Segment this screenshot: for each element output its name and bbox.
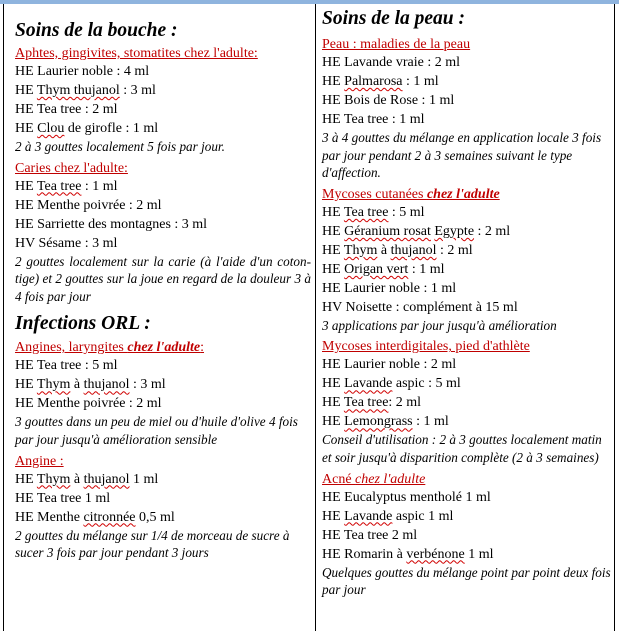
group-heading: Angine : (15, 453, 64, 469)
text-fragment: chez l'adulte (355, 471, 426, 487)
text-fragment: chez l'adulte (127, 340, 201, 356)
text-fragment: HE (15, 83, 37, 98)
text-fragment: HE Romarin à (322, 546, 407, 562)
group-angine (15, 453, 311, 562)
spellcheck-word: Clou (37, 121, 65, 136)
spellcheck-word: verbénone (406, 546, 465, 562)
section-title-soins-peau: Soins de la peau : (322, 8, 466, 29)
spellcheck-word: Lemongrass (344, 414, 413, 430)
group-mycoses-cutanees (322, 186, 612, 335)
spellcheck-word: Egypte (434, 223, 475, 239)
spellcheck-word: Tea tree (36, 178, 82, 194)
section-title-soins-bouche: Soins de la bouche : (15, 20, 178, 41)
ingredient-line (322, 222, 612, 241)
text-fragment: HE (322, 261, 345, 277)
group-heading (15, 339, 311, 356)
ingredient-line (322, 260, 612, 279)
text-fragment: à (70, 471, 84, 487)
usage-note: 3 applications par jour jusqu'à amélioration (322, 317, 557, 333)
text-fragment: : 2 ml (474, 223, 511, 239)
ingredient-line (322, 393, 612, 412)
usage-note: 2 gouttes du mélange sur 1/4 de morceau de sucre à sucer 3 fois par jour pendant 3 jours (15, 527, 290, 561)
usage-note: Quelques gouttes du mélange point par point deux fois par jour (322, 564, 611, 598)
group-aphtes (15, 45, 311, 156)
text-fragment: : 1 ml (402, 74, 439, 89)
ingredient-line (322, 72, 612, 91)
ingredient-line (322, 412, 612, 431)
spellcheck-word: Tea tree (343, 204, 389, 220)
spellcheck-word: thujanol (83, 377, 130, 393)
ingredient-line: HE Laurier noble : 4 ml (15, 64, 150, 79)
group-heading: Mycoses interdigitales, pied d'athlète (322, 339, 530, 355)
ingredient-line: HE Tea tree : 1 ml (322, 112, 425, 127)
spellcheck-word: Thym (36, 471, 71, 487)
text-fragment: aspic : 5 ml (392, 376, 461, 392)
text-fragment: 1 ml (464, 546, 494, 562)
ingredient-line (322, 241, 612, 260)
text-fragment: 0,5 ml (135, 509, 175, 525)
text-fragment: HE (322, 242, 344, 258)
spellcheck-word: Géranium rosat (344, 223, 431, 239)
ingredient-line (15, 177, 311, 196)
ingredient-line (15, 81, 311, 100)
spellcheck-word: citronnée (83, 509, 136, 525)
ingredient-line: HE Tea tree 2 ml (322, 527, 418, 543)
text-fragment: à (70, 377, 84, 393)
group-angines-laryngites (15, 339, 311, 448)
spellcheck-word: Tea tree (343, 395, 389, 411)
text-fragment: : 1 ml (412, 414, 449, 430)
spellcheck-word: thujanol (390, 242, 437, 258)
text-fragment: HE (322, 414, 345, 430)
group-mycoses-interdigitales (322, 338, 612, 466)
text-fragment: Mycoses cutanées (322, 186, 427, 202)
ingredient-line (322, 545, 612, 564)
text-fragment: : 1 ml (81, 178, 118, 194)
text-fragment: Acné (322, 471, 356, 487)
section-title-infections-orl: Infections ORL : (15, 313, 151, 335)
text-fragment: HE (322, 395, 344, 411)
spellcheck-word: thujanol (83, 471, 130, 487)
text-fragment: HE (322, 223, 345, 239)
ingredient-line: HE Sarriette des montagnes : 3 ml (15, 216, 208, 232)
spellcheck-word: Thym thujanol (36, 83, 120, 98)
usage-note: 2 gouttes localement sur la carie (à l'aide d'un coton-tige) et 2 gouttes sur la joue en regard de la douleur 3 à 4 fois par jour (15, 253, 311, 304)
group-heading: Aphtes, gingivites, stomatites chez l'adulte: (15, 46, 258, 61)
text-fragment: : 1 ml (408, 261, 445, 277)
usage-note: 3 à 4 gouttes du mélange en application locale 3 fois par jour pendant 2 à 3 semaines suivant le type d'affection. (322, 130, 602, 181)
group-acne (322, 471, 612, 599)
ingredient-line: HE Menthe poivrée : 2 ml (15, 197, 162, 213)
ingredient-line (15, 119, 311, 138)
ingredient-line (15, 508, 311, 527)
spellcheck-word: Origan vert (344, 261, 409, 277)
ingredient-line: HE Tea tree : 5 ml (15, 358, 118, 374)
text-fragment: à (377, 242, 391, 258)
ingredient-line: HE Bois de Rose : 1 ml (322, 93, 455, 108)
spellcheck-word: Thym (36, 377, 71, 393)
text-fragment: HE (15, 178, 37, 194)
right-column (322, 6, 612, 599)
ingredient-line: HE Lavande vraie : 2 ml (322, 55, 461, 70)
text-fragment: HE (322, 508, 345, 524)
ingredient-line: HE Laurier noble : 1 ml (322, 280, 457, 296)
spellcheck-word: Thym (343, 242, 378, 258)
text-fragment: de girofle : 1 ml (64, 121, 159, 136)
ingredient-line: HV Sésame : 3 ml (15, 235, 118, 251)
group-caries (15, 160, 311, 306)
text-fragment: HE Menthe (15, 509, 84, 525)
text-fragment: HE (322, 74, 345, 89)
ingredient-line: HE Tea tree : 2 ml (15, 102, 118, 117)
ingredient-line: HV Noisette : complément à 15 ml (322, 299, 518, 315)
spellcheck-word: Lavande (344, 376, 393, 392)
group-heading (322, 186, 612, 203)
text-fragment: : (200, 340, 204, 356)
text-fragment: : 2 ml (436, 242, 473, 258)
ingredient-line: HE Laurier noble : 2 ml (322, 357, 457, 373)
group-heading: Caries chez l'adulte: (15, 160, 128, 176)
ingredient-line: HE Eucalyptus mentholé 1 ml (322, 489, 491, 505)
ingredient-line (15, 375, 311, 394)
group-heading: Peau : maladies de la peau (322, 37, 471, 52)
text-fragment: : 5 ml (388, 204, 425, 220)
text-fragment: : 2 ml (388, 395, 422, 411)
text-fragment: HE (15, 471, 37, 487)
usage-note: 3 gouttes dans un peu de miel ou d'huile d'olive 4 fois par jour jusqu'à amélioration sensible (15, 414, 298, 447)
group-heading (322, 471, 612, 488)
spellcheck-word: Palmarosa (344, 74, 403, 89)
text-fragment: HE (322, 204, 344, 220)
ingredient-line: HE Tea tree 1 ml (15, 490, 111, 506)
text-fragment: HE (15, 121, 38, 136)
text-fragment: aspic 1 ml (392, 508, 454, 524)
text-fragment: Angines, laryngites (15, 340, 128, 356)
ingredient-line (322, 507, 612, 526)
group-peau (322, 36, 612, 182)
ingredient-line (322, 374, 612, 393)
text-fragment: : 3 ml (129, 377, 166, 393)
text-fragment: HE (15, 377, 37, 393)
text-fragment: HE (322, 376, 345, 392)
text-fragment: chez l'adulte (426, 186, 500, 202)
ingredient-line (15, 470, 311, 489)
left-column (15, 6, 311, 562)
column-divider (315, 4, 316, 631)
usage-note: Conseil d'utilisation : 2 à 3 gouttes localement matin et soir jusqu'à disparition complète (2 à 3 semaines) (322, 432, 602, 465)
text-fragment: : 3 ml (119, 83, 156, 98)
usage-note: 2 à 3 gouttes localement 5 fois par jour. (15, 139, 225, 154)
text-fragment: 1 ml (129, 471, 159, 487)
ingredient-line: HE Menthe poivrée : 2 ml (15, 396, 162, 412)
ingredient-line (322, 203, 612, 222)
spellcheck-word: Lavande (344, 508, 393, 524)
